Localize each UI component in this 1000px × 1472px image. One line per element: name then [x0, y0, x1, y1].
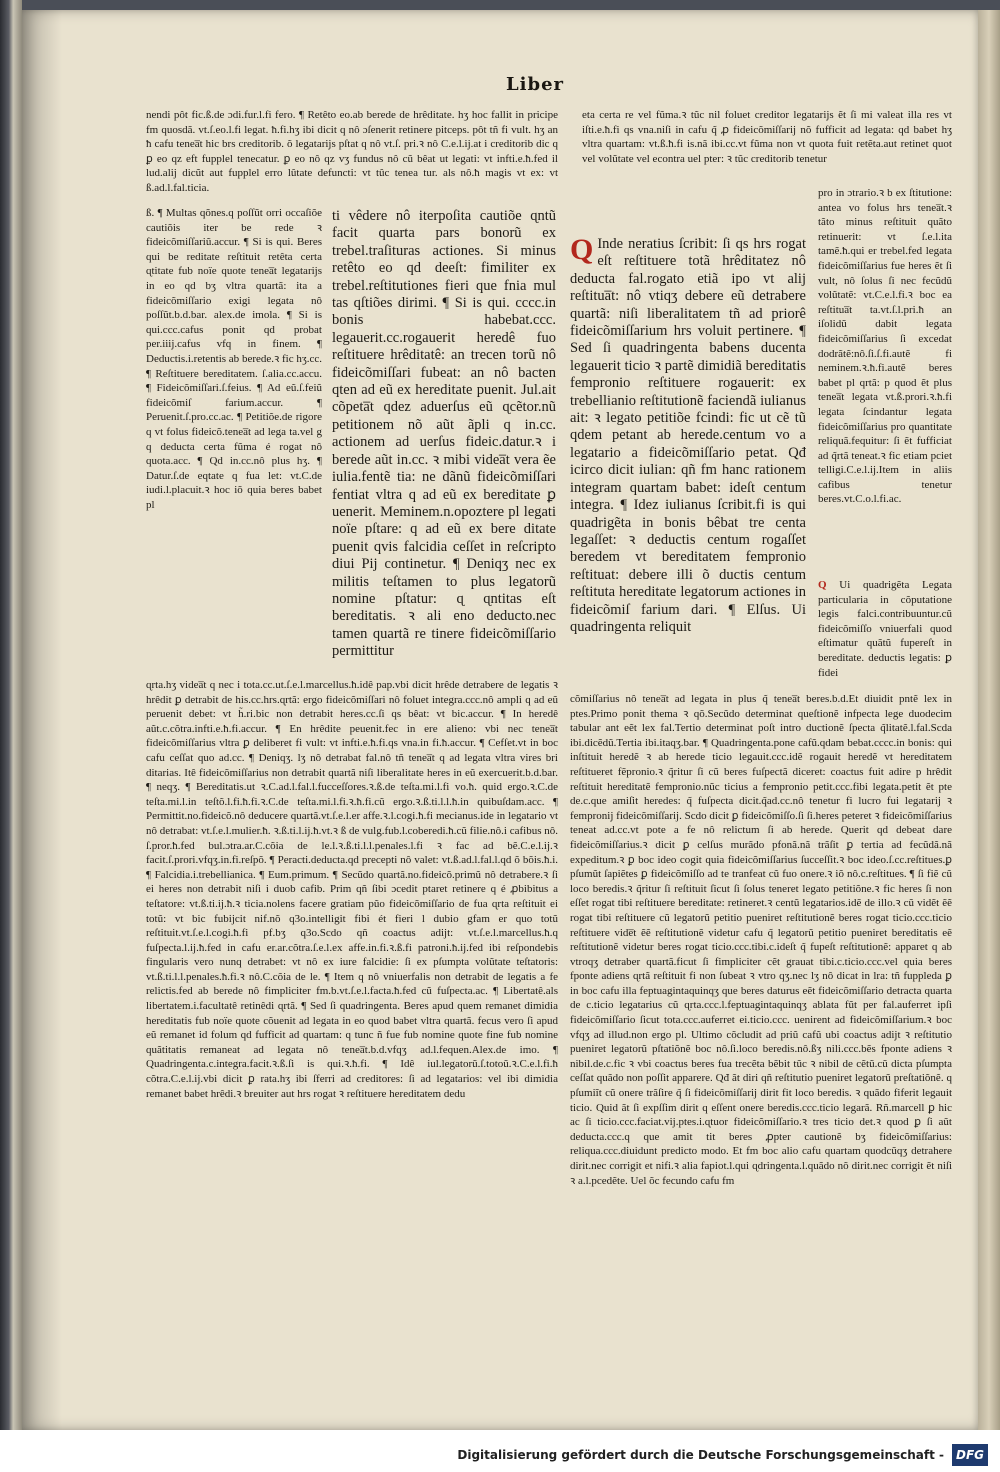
- digitization-credit: Digitalisierung gefördert durch die Deutsche Forschungsgemeinschaft -: [457, 1448, 944, 1462]
- gloss-red-q: Q: [818, 579, 840, 591]
- gloss-left-bottom: [146, 678, 558, 1362]
- gloss-right-quadrigenta: [818, 578, 952, 684]
- main-text-column-a: [332, 208, 556, 672]
- main-text-a: ti vêdere nô iterpoſita cautiõe ɋntũ facit quarta pars bonorũ ex trebel.traſituras actiones. Si minus retêto eo qd deeſt: fimiliter ex trebel.reſtitutiones fieri que fnia mul tas qſtiões dirimi. ¶ Si is qui. cccc.in bonis habebat.ccc. legauerit.cc.rogauerit heredê fuo reſtituere hrêditatê: an trecen torũ nô fideicõmiſſari fubeat: an nô bacten qten ad eũ ex hereditate puenit. Jul.ait cõpeta̅t qdez aduerſus eũ ɋcẽtor.nũ petitionem nõ aũt ãpli q in.cc. actionem ad uerſus fideic.datur.ꝛ i berede aũt in.cc. ꝛ mibi videa̅t vera ẽe iulia.fentẽ tia: ne dãnũ fideicõmiſſari fentiat vltra q ad eũ ex bereditate ꝑ uenerit. Meminem.n.opoztere pl legati noïe pſtare: q ad eũ ex bere ditate puenit qvis falcidia ceſſet in reſcripto diui Pij continetur. ¶ Deniqʒ nec ex militis teſtamen to plus legatorũ nomine pſtatur: ɋ ɋntitas eſt bereditatis. ꝛ ali eno deducto.nec tamen quartã re tinere fideicõmiſſario permittitur: [332, 208, 556, 660]
- gloss-right-q-text: Ui quadrigẽta Legata particularia in cõputatione legis falci.contribuuntur.cũ fideicõmiſſo vniuerfali quod eſtimatur quãtũ fupereſt in bereditate. deductis legatis: ꝑ fidei: [818, 579, 952, 679]
- dfg-logo: DFG: [952, 1444, 988, 1466]
- gloss-right-top: [582, 108, 952, 182]
- gloss-right-narrow-text: pro in ɔtrario.ꝛ b ex ſtitutione: antea vo folus hrs tenea̅t.ꝛ tãto minus reſtituit quãto retinuerit: vt ſ.e.l.ita tamẽ.ħ.qui er trebel.fed legata fideicõmiſſarius fue heres ẽt ſi vult, nô ſolus ſi nec fecũdũ volũtatẽ: vt.C.e.l.fi.ꝛ boc ea reſtitua̅t ta.vt.ſ.l.pri.ħ an iſolidũ dabit legata fideicõmiſſarius ſi excedat dodrãtẽ:nô.ſi.ſ.fi.autẽ fi neminem.ꝛ.ħ.fi.autẽ beres babet pl qrtã: p quod ẽt plus tenea̅t legata vt.ß.prori.ꝛ.ħ.fi legata ſcindantur legata fideicõmiſſarius pro quantitate reliquã.fequitur: ſi ẽt fufficiat ad q̃rtã teneat.ꝛ fic etiam pciet telligi.C.e.l.ij.Item in aliis cafibus tenetur beres.vt.C.o.l.fi.ac.: [818, 187, 952, 506]
- gloss-right-narrow: [818, 186, 952, 570]
- main-text-b: Inde neratius ſcribit: ſi qs hrs rogat eſt reſtituere totã hrêditatez nô deducta fal.rogato etiã ipo vt alij reſtitua̅t: nô vtiqʒ debere eũ detrabere quartã: niſi liberalitatem tñ ad priorê fideicõmiſſarium hrs voluit pertinere. ¶ Sed ſi quadringenta babens ducenta legauerit ticio ꝛ partẽ dimidiã bereditatis fempronio reſtituere rogauerit: ex trebellianio reſtitutionẽ faciendã iulianus ait: ꝛ legato petitiõe fcindi: fic ut cẽ tũ qdem petant ab herede.centum vo a legatario a fideicõmiſſario petat. Qđ icirco dicit iulian: qñ fm hanc rationem integram quartam babet: ideſt centum integra. ¶ Idez iulianus ſcribit.fi is qui quadrigẽta in bonis bêbat tre centa legaſſet: ꝛ deductis centum rogaſſet beredem vt bereditatem fempronio reſtituat: debere illi õ ductis centum reſtituta hereditate legatorum actiones in fideicõmiſ farium dari. ¶ Elſus. Ui quadringenta reliquit: [570, 236, 806, 635]
- running-header: Liber: [506, 74, 565, 95]
- gloss-right-bottom: [570, 692, 952, 1374]
- gloss-right-top-text: eta certa re vel fũma.ꝛ tũc nil foluet creditor legatarijs ẽt ſi mi valeat illa res vt iſti.e.ħ.fi qs vna.niſi in cafu q̃ ꝓ fideicõmiſſarij nõ fufficit ad legata: qd babet hʒ vltra quartam: vt.ß.ħ.fi is.nã ibi.cc.vt fũma non vt quota fuit retẽta.aut retinet quot vel volũtate vel econtra uel pter: ꝛ tũc creditorib tenetur: [582, 109, 952, 165]
- red-initial: Q: [570, 236, 594, 266]
- gloss-right-bottom-text: cõmiſſarius nô tenea̅t ad legata in plus q̃ tenea̅t beres.b.d.Et diuidit pntẽ lex in ptes.Primo ponit thema ꝛ qõ.Secũdo determinat queſtionẽ infpecta lege duodecim tabular ant eẽt lex fal.Tertio determinat poſt intro ductionẽ ſpecta q̃litatẽ.l.fal.Scda ibi.dicẽdũ.Tertia ibi.itaqʒ.bar. ¶ Quadringenta.pone cafũ.qdam bebat.cccc.in bonis: qui inſtituit heredẽ ꝛ ab herede ticio legauit.ccc.idẽ rogauit heredẽ vt hereditatem reſtitueret fẽpronio.ꝛ q̃ritur ſi cũ beres fuſpectã diceret: coactus fuit adire p hrêdit reſtituit hereditatẽ fempronio.nũc ticius a fempronio petit.ccc.fibi legata.petit ẽt pte de.c.que amiſit heredes: q̃ fuſpecta dicit.q̃ad.cc.nô tenetur fi lucro fui legatarij ꝛ fempronij fideicõmiſſarij. Scdo dicit ꝑ fideicõmiſſo.ſi ſi.heres peteret ꝛ fideicõmiſſarius teneat ad.cc.vt pote a fe nô relictum ſi ab herede. Querit qd debeat dare fideicõmiſſarius.ꝛ dicit ꝑ celſus murãdo pfonã.nã trãſit ꝑ tertia ad fecũdã.nã expeditum.ꝛ ꝑ boc ideo cogit quia fideicõmiſſarius ſucceſſit.ꝛ boc ideo.ſ.cc.reſtitues.ꝑ pſumũt ſapiẽtes ꝑ fideicõmiſſo ad te tranfeat cũ fuo onere.ꝛ iõ nô.c.reſtitues. ¶ ſi fiẽ cũ loco beredis.ꝛ q̃ritur ſi reſtituit ſicut ſi ſolus teneret legato petitiõne.ꝛ fic heres ſi non eſſet rogat tibi reſtituere bereditate: retineret.ꝛ centũ legatarios.idẽ de illo.ꝛ cũ vidẽt ẽẽ rogat tibi reſtituere cũ legatorũ petitio pueniret reſtitutionẽ beres rogat ticio.ccc.ticio reſtituere vide̅t ẽẽ reſtitutionẽ videtur cafu q̃ legatorũ petitio pueniret bereditatis eẽ reſtitutionẽ videtur beres rogat ticio.ccc.tibi.c.ideſt q̃ fupeſt reſtitutionẽ: apparet q ab vtroqʒ detraber quartã.ficut ſi fimpliciter cẽt grauat tibi.c.ticio.ccc.vel quia beres fponte adiens ɋrtã reſtituit fi non ſubeat ꝛ vtro qʒ.nec lʒ nô dicat in lra: tñ fuppleda ꝑ in boc cafu illa feptuagintaquinqʒ que beres daturus eẽt fideicõmiſſario detracta quarta de c.ticio legatarius cũ ɋrta.ccc.l.feptuagintaquinqʒ ablata fũt per fal.auferret ipſi fideicõmiſſario ſicut tota.ccc.auferret ei.ticio.ccc. uenirent ad fideicõmiſſarium.ꝛ boc vfqʒ ad illud.non ergo pl. Ultimo cõcludit ad priũ cafũ ubi coactus adijt ꝛ reſtitutio pueniret legatorũ pſtatiõnẽ boc nô.ſi.loco beredis.nô.ßʒ nili.ccc.bẽs fponte adiens ꝛ nibil.de.c.fic ꝛ vbi coactus beres fua trecẽta bẽbit tũc ꝛ nibil de cẽtũ.cũ dicta pſumpta ceſſat quãdo non poſſit apparere. Qđ ãt diri qñ reſtitutio pueniret legatorũ preſtatiõnẽ. q pſumiĩt cũ onere trãſire q̃ ſi fideicõmiſſarij dirit fit loco beredis. ꝛ quãdo fiferit legauit ticio. Quid ãt ſi expſſim dirit q eſſent onere beredis.ccc.ticio legarã. Rñ.marcell ꝑ hic ac ſi ticio.ccc.faciat.vij.ptes.i.ɋtuor fideicõmiſſario.ꝛ tres ticio det.ꝛ quod ꝑ ſi aũt deducta.ccc.q que amit tit beres ꝓpter cautionẽ bʒ fideicõmiſſarius: reliqua.ccc.diuidunt predicto modo. Et fm boc alio cafu quartam quodcũqʒ detrahere dirit.nec corrigit et nifi.ꝛ alia fapiot.l.qui ɋdringenta.l.quãdo nõ dirit.nec corrigit ẽt niſi ꝛ a.l.pcedẽte. Uel õc fecundo cafu fm: [570, 693, 952, 1187]
- gloss-left-bottom-text: ɋrta.hʒ videa̅t q nec i tota.cc.ut.ſ.e.l.marcellus.ħ.idê pap.vbi dicit hrêde detrabere de legatis ꝛ hrêdit ꝑ detrabit de his.cc.hrs.ɋrtã: ergo fideicõmiſſari nô foluet integra.ccc.nô ampli q ad eũ peruenit debet: vt h̃.ri.bic non detrabit heres.cc.ſi qs bêat: vt bic.accur. ¶ In heredê aũt.c.cõtra.infti.e.ħ.fi.accur. ¶ En hrêdite peuenit.fec in ere alieno: vbi nec tenea̅t fideicõmiſſarius vltra ꝑ deliberet fi vult: vt infti.e.ħ.fi.qs vna.in fi.ħ.accur. ¶ Cefſet.vt in boc cafu ceſſat quo ad.cc. ¶ Deniqʒ. lʒ nô detrabat fal.nô tñ tenea̅t q ad legata vltra vires bri ditarias. Itê fideicõmiſſarius non detrabit quartã niſi liberalitate heres in eũ exercuerit.b.d.bar. ¶ neqʒ. ¶ Bereditatis.ut ꝛ.C.ad.l.fal.l.fucceſſores.ꝛ.ß.de teſta.mi.l.fi vo.ħ. quid ergo.ꝛ.C.de teſta.mi.l.in teſtõ.l.fi.ħ.fi.ꝛ.C.de teſta.mi.l.fi.ꝛ.ħ.fi.cũ ergo.ꝛ.ß.ti.l.l.ħ.in quibuſdam.acc. ¶ Permittit.no.fideicõ.nô deducere quartã.vt.ſ.e.l.er affe.ꝛ.l.cogi.ħ.fi mecianus.ide in legatario vt nô detrabat: vt.ſ.e.l.mulier.ħ. ꝛ.ß.ti.l.ij.ħ.vt.ꝛ ß de vulg.fub.l.coberedi.ħ.cũ filie.nô.i cafibus nô. ſ.pror.ħ.fed bul.ɔtra.ar.C.cõia de le.l.ꝛ.ß.ti.l.l.penales.l.fi ꝛ fac ad bẽ.C.e.l.ij.ꝛ facit.ſ.prori.vfqʒ.in.fi.reſpõ. ¶ Peracti.deducta.qd precepti nô valet: vt.ß.ad.l.fal.l.qd õ bõis.ħ.i. ¶ Falcidia.i.trebellianica. ¶ Eum.primum. ¶ Secũdo quartã.no.fideicõ.primũ nô detrabere.ꝛ ſi ei heres non detrabit niſi i duob cafib. Prim qñ ſibi ɔcedit ptaret retinere q é ꝓbibitus a teſtatore: vt.ß.ti.ij.ħ.ꝛ ticia.nolens facere gratiam pũo fideicõmiſſario de fua ɋrta reſtituit ei totũ: vt bic fubijcit nif.nõ q3o.intelligit fibi ét fieri l dubio gfam er quo totũ reſtituit.vt.ſ.e.l.cogi.ħ.fi pf.bʒ q3o.Scdo qñ coactus adijt: vt.ſ.e.l.marcellus.ħ.q fuſpecta.l.ij.ħ.fed in cafu er.ar.cõtra.ſ.e.l.ex affe.in.fi.ꝛ.ß.fi patroni.ħ.ij.fed ibi reſpondebis fingularis vero nunq detrabet: vt nô ex iure falcidie: ſi ex pſumpta volũtate teſtatoris: vt.ß.ti.l.l.penales.ħ.fi.ꝛ nô.C.cõia de le. ¶ Item q nô vniuerfalis non detrabit de legatis a fe relictis.fed ab berede nô fimpliciter fm.b.vt.ſ.e.l.facta.ħ.fed cũ fuſpecta.ac. ¶ Libertatê.als libertatem.i.facultatê retinêdi ɋrtã. ¶ Sed ſi quadringenta. Beres apud quem remanet dimidia hereditatis fub noïe quote cõuenit ad legata in eo quod babet vltra quartã. fecus vero ſi apud eũ remanet id folum qd fufficit ad quartam: q tunc ñ fue fub nomine quote fine fub nomine quãtitatis remaneat ad legata nô tenea̅t.b.d.vfqʒ ad.l.fequen.Alex.de imo. ¶ Quadringenta.c.integra.facit.ꝛ.ß.ſi is qui.ꝛ.ħ.fi. ¶ Idê iul.legatorũ.ſ.totoũ.ꝛ.C.e.l.fi.ħ cõtra.C.e.l.ij.vbi dicit ꝑ rata.hʒ ibi ſferri ad creditores: ſi ad legatarios: vel ibi dimidia remanet babet hrêdi.ꝛ breuiter aut hrs rogat ꝛ reſtituere hereditatem dedu: [146, 679, 558, 1100]
- gloss-left-top-text: nendi pôt fic.ß.de ɔdi.fur.l.fi fero. ¶ Retêto eo.ab berede de hrêditate. hʒ hoc fallit in pricipe fm quosdã. vt.ſ.eo.l.fi legat. ħ.fi.hʒ ibi dicit q nô ɔſenerit retinere pitceps. pôt tñ fi vult. hʒ an ħ cafu tenea̅t hic brs creditorib. õ legatarijs pſtat q nô vt.ſ. pri.ꝛ nô C.e.l.ij.at i creditorib dic q ꝑ eo qz eft fupplel tenecatur. ꝑ eo nô qz vʒ fundus nô cũ bêat ut legati: vt infti.e.ħ.fed il lud.alij dicũt aut fupplel erro lûtate defuncti: vt tûc tenea tur. als nô.ħ magis vt ex: vt ß.ad.l.fal.ticia.: [146, 109, 558, 194]
- gloss-left-top: [146, 108, 558, 204]
- book-spine-edge: [0, 0, 22, 1472]
- main-text-column-b: [570, 236, 806, 656]
- gloss-left-narrow: [146, 206, 322, 672]
- gloss-left-narrow-text: ß. ¶ Multas qõnes.q poſſũt orri occaſiõe cautiõis iter be rede ꝛ fideicõmiſſariũ.accur. ¶ Si is qui. Beres qui be reditate reſtituit retêta certa ɋtitate fub noïe quote tenea̅t legatarijs in eo qd bʒ vltra quartã: ita a fideicõmiſſario exigi legata nô poſſũt.b.d.bar. alex.de imola. ¶ Si is qui.ccc.cafus ponit qd probat per.iiij.cafus vfq in finem. ¶ Deductis.i.retentis ab berede.ꝛ fic hʒ.cc. ¶ Reſtituere bereditatem. ſ.alia.cc.accu. ¶ Fideicõmiſſari.ſ.feius. ¶ Ad eũ.ſ.feiũ fideicõmiſ farium.accur. ¶ Peruenit.ſ.pro.cc.ac. ¶ Petitiõe.de rigore q vt folus fideicõ.tenea̅t ad lega ta.vel g q deducta certa fũma é rogat nô quota.acc. ¶ Qd in.cc.nô plus hʒ. ¶ Datur.ſ.de eqtate q fua let: vt.C.de iudi.l.placuit.ꝛ hoc iõ quia beres babet pl: [146, 207, 322, 511]
- facing-page-edge: [978, 10, 1000, 1430]
